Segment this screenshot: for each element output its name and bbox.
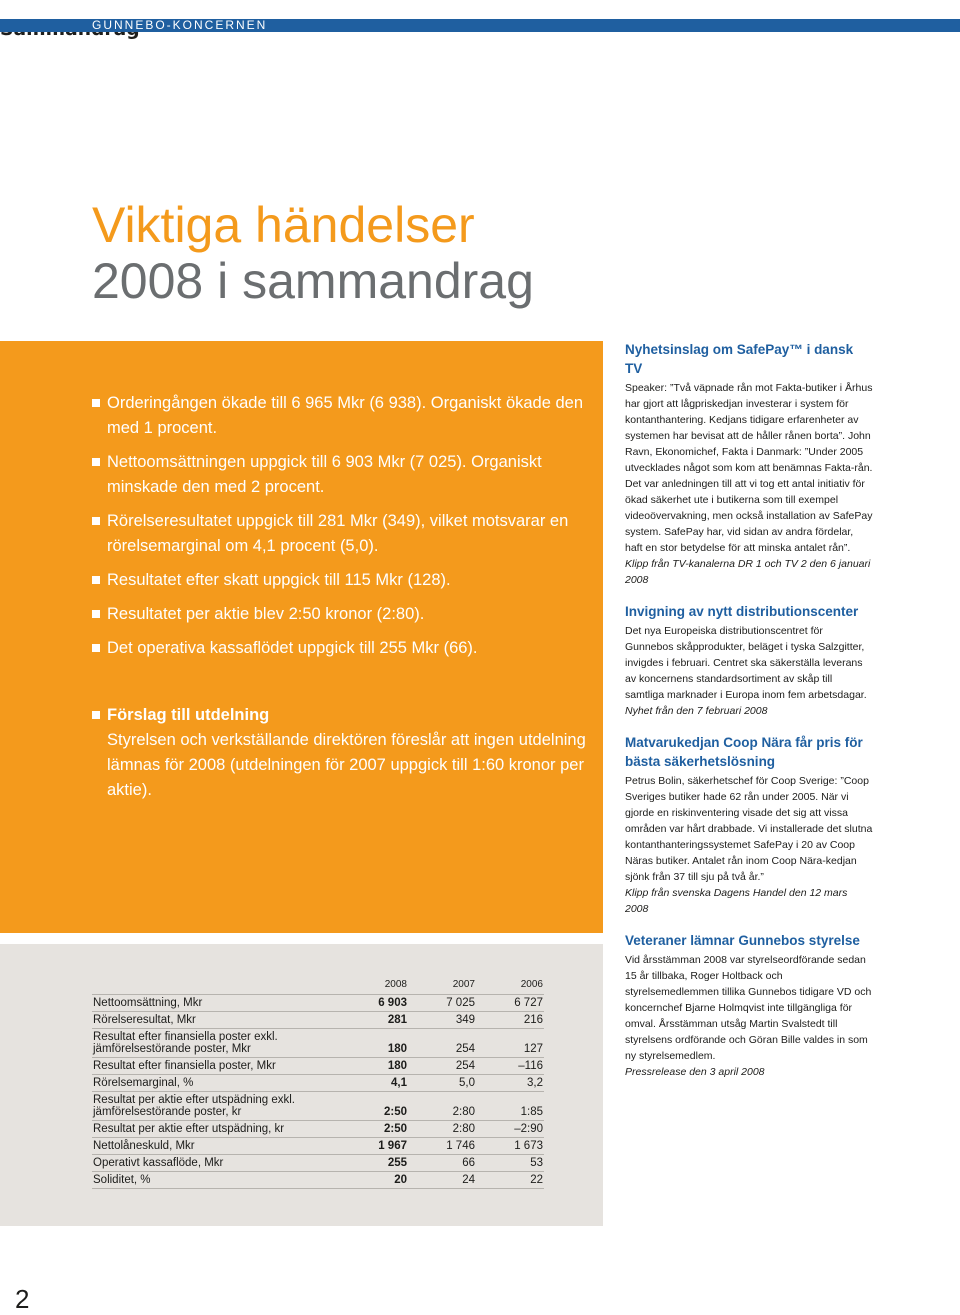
value-2007: 254 xyxy=(408,1057,476,1074)
column-2007: 2007 xyxy=(408,977,476,995)
page-number: 2 xyxy=(15,1283,30,1314)
table-row xyxy=(92,1154,544,1171)
page-title xyxy=(92,197,534,309)
table-row xyxy=(92,1011,544,1028)
value-2008: 255 xyxy=(340,1154,408,1171)
value-2006: 6 727 xyxy=(476,994,544,1011)
value-2007: 254 xyxy=(408,1028,476,1057)
summary-table xyxy=(92,977,544,1189)
value-2008: 6 903 xyxy=(340,994,408,1011)
news-source: Klipp från svenska Dagens Handel den 12 mars 2008 xyxy=(625,886,848,915)
table-row xyxy=(92,994,544,1011)
value-2008: 180 xyxy=(340,1057,408,1074)
value-2006: 127 xyxy=(476,1028,544,1057)
value-2007: 349 xyxy=(408,1011,476,1028)
news-source: Nyhet från den 7 februari 2008 xyxy=(625,704,768,717)
news-sidebar xyxy=(625,340,873,1094)
news-item xyxy=(625,931,873,1080)
row-label: Resultat efter finansiella poster exkl. jämförelsestörande poster, Mkr xyxy=(92,1028,340,1057)
news-body: Det nya Europeiska distributionscentret för Gunnebos skåpprodukter, beläget i tyska Salzgitter, invigdes i februari. Centret ska säkerställa leverans av koncernens standardsortiment av skåp till samtliga marknader i Europa inom fem arbetsdagar. xyxy=(625,624,867,701)
row-label: Resultat per aktie efter utspädning exkl. jämförelsestörande poster, kr xyxy=(92,1091,340,1120)
news-heading: Invigning av nytt distributionscenter xyxy=(625,603,859,619)
section-label: GUNNEBO-KONCERNEN xyxy=(92,17,268,32)
value-2007: 66 xyxy=(408,1154,476,1171)
news-heading: Nyhetsinslag om SafePay™ i dansk TV xyxy=(625,341,854,376)
table-row xyxy=(92,1028,544,1057)
value-2007: 24 xyxy=(408,1171,476,1188)
news-item xyxy=(625,733,873,917)
row-label: Rörelsemarginal, % xyxy=(92,1074,340,1091)
value-2008: 2:50 xyxy=(340,1120,408,1137)
value-2006: 1:85 xyxy=(476,1091,544,1120)
value-2006: –2:90 xyxy=(476,1120,544,1137)
value-2007: 2:80 xyxy=(408,1120,476,1137)
highlights-list xyxy=(92,391,592,812)
table-row xyxy=(92,1120,544,1137)
value-2008: 1 967 xyxy=(340,1137,408,1154)
table-header-row xyxy=(92,977,544,995)
row-label: Nettolåneskuld, Mkr xyxy=(92,1137,340,1154)
news-body: Petrus Bolin, säkerhetschef för Coop Sverige: ”Coop Sveriges butiker hade 62 rån under 2005. När vi gjorde en riskinventering visade det sig att vissa områden var hårt drabbade. Vi installerade det slutna kontanthanteringssystemet SafePay i 20 av Coop Näras butiker. Antalet rån inom Coop Nära-kedjan sjönk från 37 till sju på två år.” xyxy=(625,774,873,883)
row-label: Resultat per aktie efter utspädning, kr xyxy=(92,1120,340,1137)
news-heading: Veteraner lämnar Gunnebos styrelse xyxy=(625,932,860,948)
page-title-line1: Viktiga händelser xyxy=(92,196,475,253)
top-bar xyxy=(0,19,960,32)
news-body: Speaker: ”Två väpnade rån mot Fakta-butiker i Århus har gjort att lågpriskedjan investerar i system för kontanthantering. Kedjans tidigare erfarenheter av systemen har bevisat att de håller rånen borta”. John Ravn, Ekonomichef, Fakta i Danmark: ”Under 2005 utvecklades något som kom att benämnas Fakta-rån. Det var anledningen till att vi tog ett antal initiativ för ökad säkerhet ute i butikerna som till exempel videoövervakning, men också installation av SafePay system. SafePay har, vid sidan av andra fördelar, haft en stor betydelse för att minska antalet rån”. xyxy=(625,381,873,554)
column-2006: 2006 xyxy=(476,977,544,995)
news-source: Pressrelease den 3 april 2008 xyxy=(625,1065,765,1078)
news-item xyxy=(625,340,873,588)
value-2008: 4,1 xyxy=(340,1074,408,1091)
table-row xyxy=(92,1137,544,1154)
highlight-item: Nettoomsättningen uppgick till 6 903 Mkr (7 025). Organiskt minskade den med 2 procent. xyxy=(92,450,592,500)
row-label: Nettoomsättning, Mkr xyxy=(92,994,340,1011)
value-2006: 22 xyxy=(476,1171,544,1188)
highlight-item: Orderingången ökade till 6 965 Mkr (6 938). Organiskt ökade den med 1 procent. xyxy=(92,391,592,441)
value-2007: 5,0 xyxy=(408,1074,476,1091)
value-2006: 216 xyxy=(476,1011,544,1028)
value-2008: 2:50 xyxy=(340,1091,408,1120)
table-row xyxy=(92,1057,544,1074)
value-2006: 53 xyxy=(476,1154,544,1171)
value-2007: 1 746 xyxy=(408,1137,476,1154)
table-row xyxy=(92,1171,544,1188)
value-2007: 2:80 xyxy=(408,1091,476,1120)
dividend-heading: Förslag till utdelning xyxy=(107,705,270,724)
highlight-item: Resultatet efter skatt uppgick till 115 Mkr (128). xyxy=(92,568,592,593)
row-label: Soliditet, % xyxy=(92,1171,340,1188)
value-2008: 281 xyxy=(340,1011,408,1028)
column-2008: 2008 xyxy=(340,977,408,995)
value-2008: 180 xyxy=(340,1028,408,1057)
row-label: Resultat efter finansiella poster, Mkr xyxy=(92,1057,340,1074)
value-2007: 7 025 xyxy=(408,994,476,1011)
row-label: Operativt kassaflöde, Mkr xyxy=(92,1154,340,1171)
value-2006: 1 673 xyxy=(476,1137,544,1154)
highlight-item: Resultatet per aktie blev 2:50 kronor (2:80). xyxy=(92,602,592,627)
news-heading: Matvarukedjan Coop Nära får pris för bästa säkerhetslösning xyxy=(625,734,863,769)
row-label: Rörelseresultat, Mkr xyxy=(92,1011,340,1028)
page-title-line2: 2008 i sammandrag xyxy=(92,252,534,309)
value-2006: 3,2 xyxy=(476,1074,544,1091)
dividend-proposal xyxy=(92,703,592,803)
table-row xyxy=(92,1074,544,1091)
dividend-text: Styrelsen och verkställande direktören föreslår att ingen utdelning lämnas för 2008 (utdelningen för 2007 uppgick till 1:60 kronor per aktie). xyxy=(107,730,586,799)
news-body: Vid årsstämman 2008 var styrelseordförande sedan 15 år tillbaka, Roger Holtback och styrelsemedlemmen tillika Gunnebos tidigare VD och koncernchef Bjarne Holmqvist inte tillgängliga för omval. Årsstämman utsåg Martin Svalstedt till styrelsens ordförande och Göran Bille valdes in som ny styrelsemedlem. xyxy=(625,953,872,1062)
news-item xyxy=(625,602,873,719)
highlight-item: Det operativa kassaflödet uppgick till 255 Mkr (66). xyxy=(92,636,592,661)
value-2006: –116 xyxy=(476,1057,544,1074)
table-row xyxy=(92,1091,544,1120)
news-source: Klipp från TV-kanalerna DR 1 och TV 2 den 6 januari 2008 xyxy=(625,557,871,586)
value-2008: 20 xyxy=(340,1171,408,1188)
highlight-item: Rörelseresultatet uppgick till 281 Mkr (349), vilket motsvarar en rörelsemarginal om 4,1 procent (5,0). xyxy=(92,509,592,559)
